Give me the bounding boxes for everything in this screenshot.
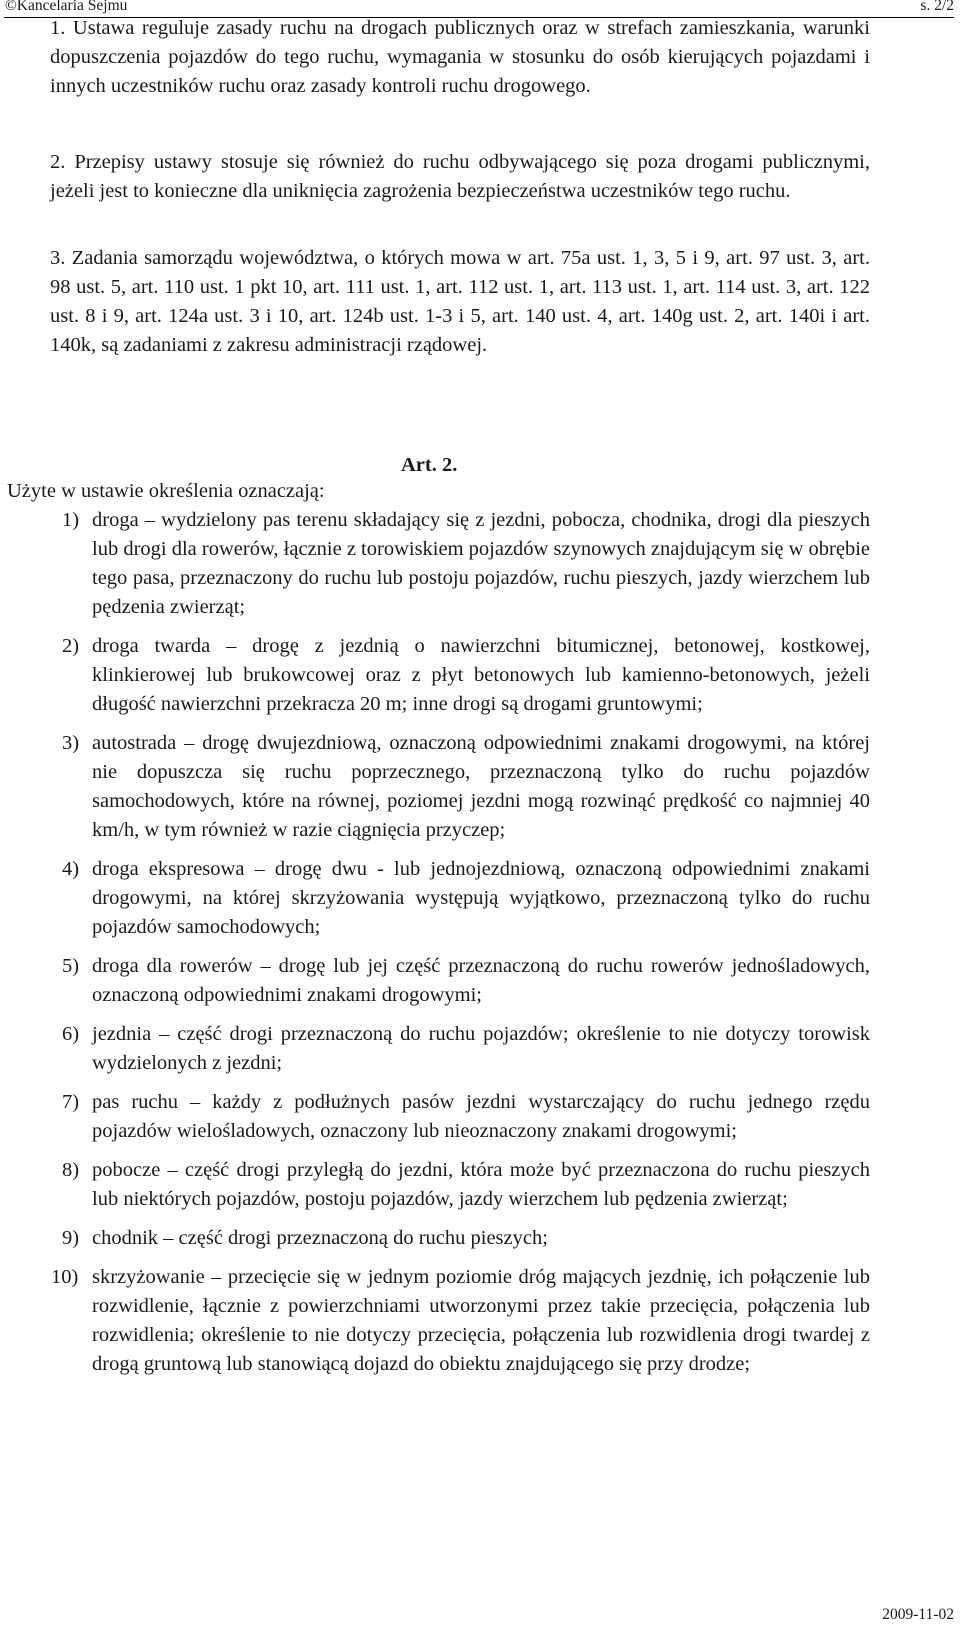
definition-text: droga – wydzielony pas terenu składający się z jezdni, pobocza, chodnika, drogi dla pieszych lub drogi dla rowerów, łącznie z torowiskiem pojazdów szynowych znajdującym się w obrębie tego pasa, przeznaczony do ruchu lub postoju pojazdów, ruchu pieszych, jazdy wierzchem lub pędzenia zwierząt;: [92, 509, 870, 618]
definition-item: [0, 506, 960, 622]
definition-text: droga dla rowerów – drogę lub jej część przeznaczoną do ruchu rowerów jednośladowych, oznaczoną odpowiednimi znakami drogowymi;: [92, 955, 870, 1006]
definition-item: [0, 952, 960, 1010]
article-intro: Użyte w ustawie określenia oznaczają:: [7, 480, 325, 502]
definition-text: pas ruchu – każdy z podłużnych pasów jezdni wystarczający do ruchu jednego rzędu pojazdów wielośladowych, oznaczony lub nieoznaczony znakami drogowymi;: [92, 1091, 870, 1142]
definition-number: 2): [62, 635, 80, 657]
definition-number: 1): [62, 509, 80, 531]
paragraph-text: Zadania samorządu województwa, o których mowa w art. 75a ust. 1, 3, 5 i 9, art. 97 ust. 3, art. 98 ust. 5, art. 110 ust. 1 pkt 10, art. 111 ust. 1, art. 112 ust. 1, art. 113 ust. 1, art. 114 ust. 3, art. 122 ust. 8 i 9, art. 124a ust. 3 i 10, art. 124b ust. 1-3 i 5, art. 140 ust. 4, art. 140g ust. 2, art. 140i i art. 140k, są zadaniami z zakresu administracji rządowej.: [50, 247, 870, 356]
definition-text: autostrada – drogę dwujezdniową, oznaczoną odpowiednimi znakami drogowymi, na której nie dopuszcza się ruchu poprzecznego, przeznaczoną tylko do ruchu pojazdów samochodowych, które na równej, poziomej jezdni mogą rozwinąć prędkość co najmniej 40 km/h, w tym również w razie ciągnięcia przyczep;: [92, 732, 870, 841]
definition-number: 3): [62, 732, 80, 754]
definition-text: skrzyżowanie – przecięcie się w jednym poziomie dróg mających jezdnię, ich połączenie lub rozwidlenie, łącznie z powierzchniami utworzonymi przez takie przecięcia, połączenia lub rozwidlenia; określenie to nie dotyczy przecięcia, połączenia lub rozwidlenia drogi twardej z drogą gruntową lub stanowiącą dojazd do obiektu znajdującego się przy drodze;: [92, 1266, 870, 1375]
article-heading: Art. 2.: [401, 454, 458, 476]
definition-item: [0, 1263, 960, 1379]
definition-text: droga twarda – drogę z jezdnią o nawierzchni bitumicznej, betonowej, kostkowej, klinkierowej lub brukowcowej oraz z płyt betonowych lub kamienno-betonowych, jeżeli długość nawierzchni przekracza 20 m; inne drogi są drogami gruntowymi;: [92, 635, 870, 715]
paragraph-2: [50, 148, 870, 206]
definition-text: chodnik – część drogi przeznaczoną do ruchu pieszych;: [92, 1227, 548, 1249]
footer-date: 2009-11-02: [882, 1606, 954, 1623]
definition-item: [0, 855, 960, 942]
copyright-label: ©Kancelaria Sejmu: [5, 0, 128, 14]
definitions-list: [0, 506, 960, 1389]
definition-text: pobocze – część drogi przyległą do jezdni, która może być przeznaczona do ruchu pieszych lub niektórych pojazdów, postoju pojazdów, jazdy wierzchem lub pędzenia zwierząt;: [92, 1159, 870, 1210]
definition-item: [0, 1020, 960, 1078]
definition-number: 4): [62, 858, 80, 880]
paragraph-text: Ustawa reguluje zasady ruchu na drogach publicznych oraz w strefach zamieszkania, warunki dopuszczenia pojazdów do tego ruchu, wymagania w stosunku do osób kierujących pojazdami i innych uczestników ruchu oraz zasady kontroli ruchu drogowego.: [50, 17, 870, 97]
definition-item: [0, 1088, 960, 1146]
paragraph-number: 1.: [50, 17, 66, 39]
definition-number: 6): [62, 1023, 80, 1045]
paragraph-1: [50, 14, 870, 101]
definition-item: [0, 729, 960, 845]
definition-number: 7): [62, 1091, 80, 1113]
paragraph-3: [50, 244, 870, 360]
definition-text: droga ekspresowa – drogę dwu - lub jednojezdniową, oznaczoną odpowiednimi znakami drogowymi, na której skrzyżowania występują wyjątkowo, przeznaczoną tylko do ruchu pojazdów samochodowych;: [92, 858, 870, 938]
paragraph-number: 2.: [50, 151, 66, 173]
definition-item: [0, 1156, 960, 1214]
definition-item: [0, 632, 960, 719]
page-number: s. 2/2: [920, 0, 954, 14]
definition-item: [0, 1224, 960, 1253]
definition-number: 8): [62, 1159, 80, 1181]
definition-number: 10): [51, 1266, 79, 1288]
paragraph-number: 3.: [50, 247, 66, 269]
definition-number: 9): [62, 1227, 80, 1249]
definition-number: 5): [62, 955, 80, 977]
definition-text: jezdnia – część drogi przeznaczoną do ruchu pojazdów; określenie to nie dotyczy torowisk wydzielonych z jezdni;: [92, 1023, 870, 1074]
paragraph-text: Przepisy ustawy stosuje się również do ruchu odbywającego się poza drogami publicznymi, jeżeli jest to konieczne dla uniknięcia zagrożenia bezpieczeństwa uczestników tego ruchu.: [50, 151, 870, 202]
